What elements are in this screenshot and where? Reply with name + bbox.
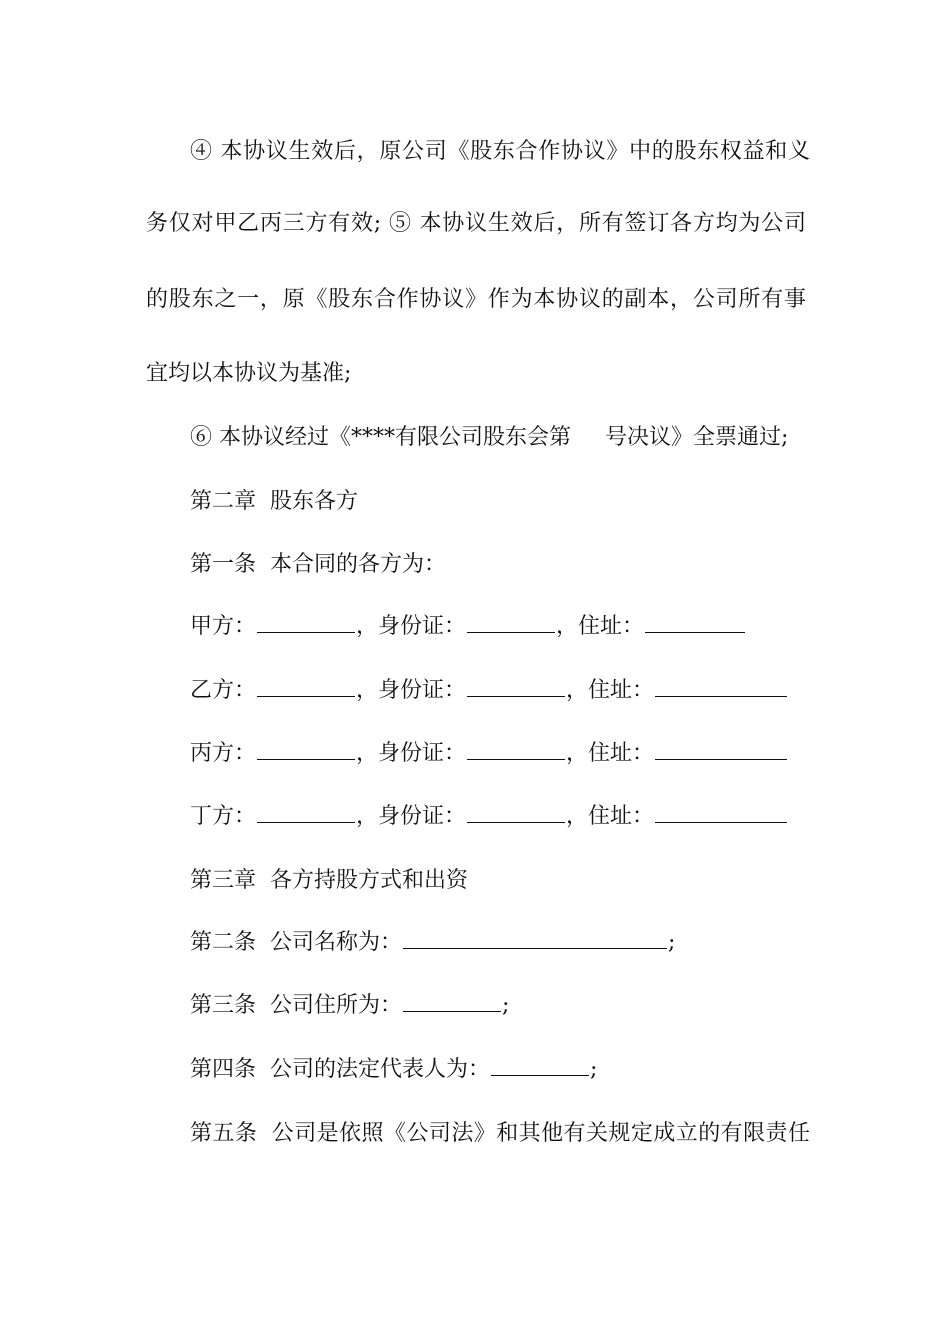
address-label: ，住址：: [566, 678, 655, 703]
id-blank[interactable]: [467, 802, 565, 823]
name-blank[interactable]: [257, 739, 355, 760]
id-blank[interactable]: [467, 612, 555, 633]
article-5-line: [190, 1119, 810, 1149]
address-blank[interactable]: [655, 802, 787, 823]
id-label: ，身份证：: [356, 678, 467, 703]
party-name: 甲方：: [190, 614, 257, 639]
party-line-yi: [190, 676, 810, 706]
chapter-2-number: 第二章: [190, 489, 257, 514]
article-1-line: [190, 550, 810, 580]
chapter-2-heading: [190, 487, 810, 517]
party-name: 丁方：: [190, 804, 257, 829]
chapter-3-heading: [190, 866, 810, 896]
paragraph-line-3: 的股东之一，原《股东合作协议》作为本协议的副本，公司所有事: [146, 287, 806, 312]
paragraph-line-2: 务仅对甲乙丙三方有效; ⑤ 本协议生效后，所有签订各方均为公司: [146, 211, 806, 236]
article-2-line: [190, 928, 810, 958]
article-4-number: 第四条: [190, 1057, 257, 1082]
article-1-number: 第一条: [190, 552, 257, 577]
id-blank[interactable]: [467, 676, 565, 697]
article-2-number: 第二条: [190, 930, 257, 955]
id-blank[interactable]: [467, 739, 565, 760]
article-4-line: [190, 1055, 810, 1085]
article-5-number: 第五条: [190, 1121, 258, 1146]
name-blank[interactable]: [257, 612, 355, 633]
article-3-number: 第三条: [190, 993, 257, 1018]
item-6-line: [190, 423, 810, 453]
party-line-bing: [190, 739, 810, 769]
article-1-text: 本合同的各方为：: [270, 552, 447, 577]
party-line-ding: [190, 802, 810, 832]
item-6-after: 号决议》全票通过;: [605, 425, 789, 450]
party-name: 丙方：: [190, 741, 257, 766]
paragraph-line-1: ④ 本协议生效后，原公司《股东合作协议》中的股东权益和义: [190, 139, 810, 164]
address-label: ，住址：: [566, 804, 655, 829]
address-blank[interactable]: [655, 739, 787, 760]
id-label: ，身份证：: [356, 741, 467, 766]
company-name-blank[interactable]: [403, 928, 667, 949]
paragraph-line-4: 宜均以本协议为基准;: [146, 361, 352, 386]
article-3-line: [190, 991, 810, 1021]
chapter-3-number: 第三章: [190, 868, 257, 893]
article-5-text: 公司是依照《公司法》和其他有关规定成立的有限责任: [271, 1121, 810, 1146]
name-blank[interactable]: [257, 802, 355, 823]
address-label: ，住址：: [566, 741, 655, 766]
article-2-text: 公司名称为：: [270, 930, 403, 955]
chapter-2-title: 股东各方: [270, 489, 359, 514]
address-blank[interactable]: [655, 676, 787, 697]
article-3-text: 公司住所为：: [270, 993, 403, 1018]
article-2-end: ;: [668, 930, 676, 955]
id-label: ，身份证：: [356, 804, 467, 829]
address-blank[interactable]: [645, 612, 745, 633]
item-6-before: ⑥ 本协议经过《****有限公司股东会第: [190, 425, 571, 450]
party-line-jia: [190, 612, 810, 642]
article-4-text: 公司的法定代表人为：: [270, 1057, 491, 1082]
party-name: 乙方：: [190, 678, 257, 703]
name-blank[interactable]: [257, 676, 355, 697]
company-address-blank[interactable]: [403, 991, 501, 1012]
id-label: ，身份证：: [356, 614, 467, 639]
article-3-end: ;: [502, 993, 510, 1018]
address-label: ，住址：: [556, 614, 645, 639]
article-4-end: ;: [590, 1057, 598, 1082]
legal-representative-blank[interactable]: [491, 1055, 589, 1076]
chapter-3-title: 各方持股方式和出资: [270, 868, 469, 893]
